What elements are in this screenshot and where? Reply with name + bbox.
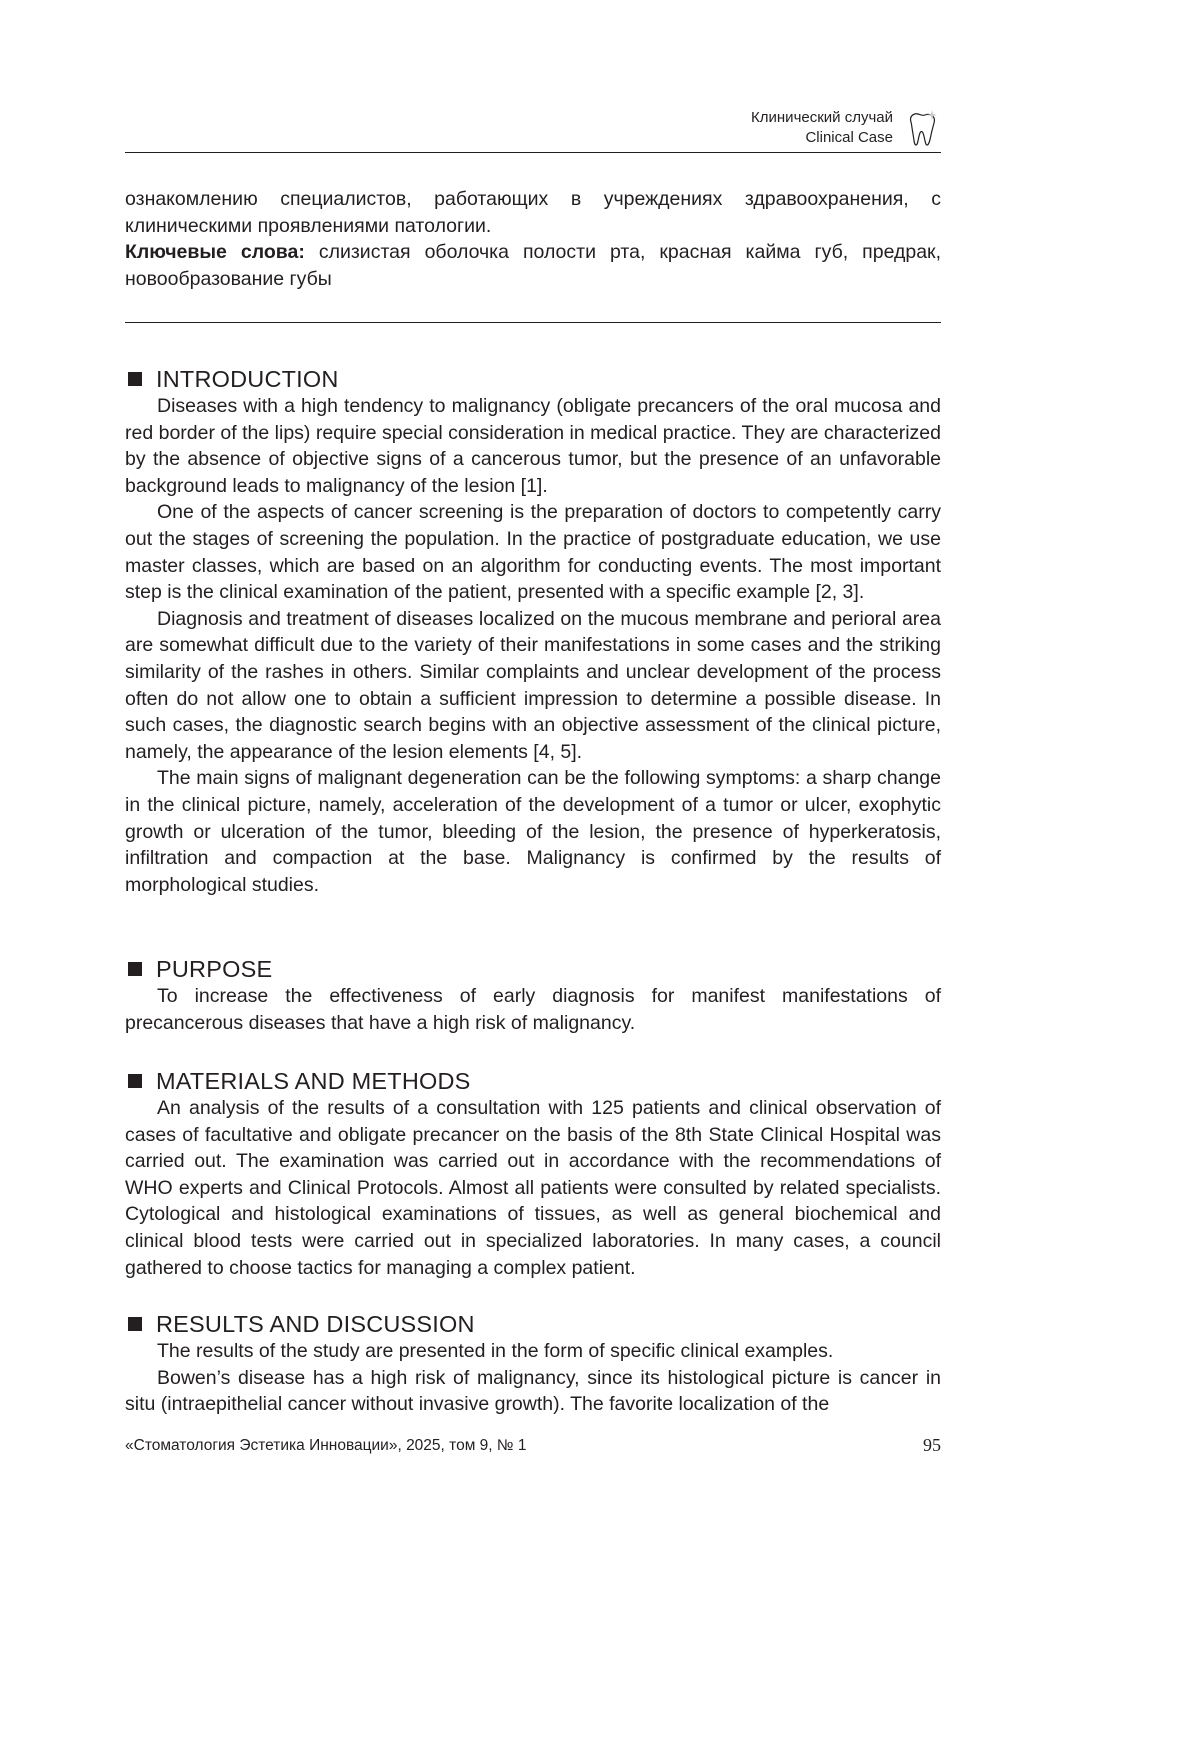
running-header bbox=[125, 106, 941, 153]
abstract-divider bbox=[125, 322, 941, 323]
section-body bbox=[125, 1095, 941, 1281]
section-label-en: Clinical Case bbox=[751, 128, 893, 148]
paragraph: Bowen’s disease has a high risk of malignancy, since its histological picture is cancer in situ (intraepithelial cancer without invasive growth). The favorite localization of the bbox=[125, 1365, 941, 1418]
square-bullet-icon bbox=[128, 1074, 142, 1088]
section-body bbox=[125, 393, 941, 898]
journal-citation: «Стоматология Эстетика Инновации», 2025, том 9, № 1 bbox=[125, 1437, 526, 1455]
paragraph: To increase the effectiveness of early diagnosis for manifest manifestations of precancerous diseases that have a high risk of malignancy. bbox=[125, 983, 941, 1036]
paragraph: The results of the study are presented in the form of specific clinical examples. bbox=[125, 1338, 941, 1365]
section-materials-methods bbox=[125, 1067, 941, 1281]
square-bullet-icon bbox=[128, 962, 142, 976]
section-title: MATERIALS AND METHODS bbox=[156, 1067, 471, 1095]
keywords-text: слизистая оболочка полости рта, красная кайма губ, предрак, новообразование губы bbox=[125, 241, 941, 290]
abstract-tail: ознакомлению специалистов, работающих в учреждениях здравоохранения, с клиническими проявлениями патологии. bbox=[125, 186, 941, 239]
tooth-icon bbox=[905, 108, 941, 148]
section-body bbox=[125, 983, 941, 1036]
section-purpose bbox=[125, 955, 941, 1036]
section-results-discussion bbox=[125, 1310, 941, 1418]
section-title: RESULTS AND DISCUSSION bbox=[156, 1310, 475, 1338]
page-number: 95 bbox=[923, 1435, 941, 1456]
paragraph: Diseases with a high tendency to malignancy (obligate precancers of the oral mucosa and red border of the lips) require special consideration in medical practice. They are characterized by the absence of objective signs of a cancerous tumor, but the presence of an unfavorable background leads to malignancy of the lesion [1]. bbox=[125, 393, 941, 499]
section-heading bbox=[125, 365, 941, 393]
keywords bbox=[125, 239, 941, 292]
paragraph: Diagnosis and treatment of diseases localized on the mucous membrane and perioral area are somewhat difficult due to the variety of their manifestations in some cases and the striking similarity of the rashes in others. Similar complaints and unclear development of the process often do not allow one to obtain a sufficient impression to determine a possible disease. In such cases, the diagnostic search begins with an objective assessment of the clinical picture, namely, the appearance of the lesion elements [4, 5]. bbox=[125, 606, 941, 766]
section-introduction bbox=[125, 365, 941, 898]
section-label-ru: Клинический случай bbox=[751, 108, 893, 128]
section-heading bbox=[125, 1310, 941, 1338]
section-title: INTRODUCTION bbox=[156, 365, 339, 393]
section-body bbox=[125, 1338, 941, 1418]
section-title: PURPOSE bbox=[156, 955, 272, 983]
article-page bbox=[0, 0, 1084, 1568]
square-bullet-icon bbox=[128, 1317, 142, 1331]
abstract-continuation bbox=[125, 186, 941, 292]
square-bullet-icon bbox=[128, 372, 142, 386]
section-heading bbox=[125, 1067, 941, 1095]
paragraph: An analysis of the results of a consultation with 125 patients and clinical observation of cases of facultative and obligate precancer on the basis of the 8th State Clinical Hospital was carried out. The examination was carried out in accordance with the recommendations of WHO experts and Clinical Protocols. Almost all patients were consulted by related specialists. Cytological and histological examinations of tissues, as well as general biochemical and clinical blood tests were carried out in specialized laboratories. In many cases, a council gathered to choose tactics for managing a complex patient. bbox=[125, 1095, 941, 1281]
paragraph: One of the aspects of cancer screening is the preparation of doctors to competently carry out the stages of screening the population. In the practice of postgraduate education, we use master classes, which are based on an algorithm for conducting events. The most important step is the clinical examination of the patient, presented with a specific example [2, 3]. bbox=[125, 499, 941, 605]
paragraph: The main signs of malignant degeneration can be the following symptoms: a sharp change in the clinical picture, namely, acceleration of the development of a tumor or ulcer, exophytic growth or ulceration of the tumor, bleeding of the lesion, the presence of hyperkeratosis, infiltration and compaction at the base. Malignancy is confirmed by the results of morphological studies. bbox=[125, 765, 941, 898]
keywords-label: Ключевые слова: bbox=[125, 241, 305, 263]
section-label bbox=[751, 108, 893, 148]
section-heading bbox=[125, 955, 941, 983]
